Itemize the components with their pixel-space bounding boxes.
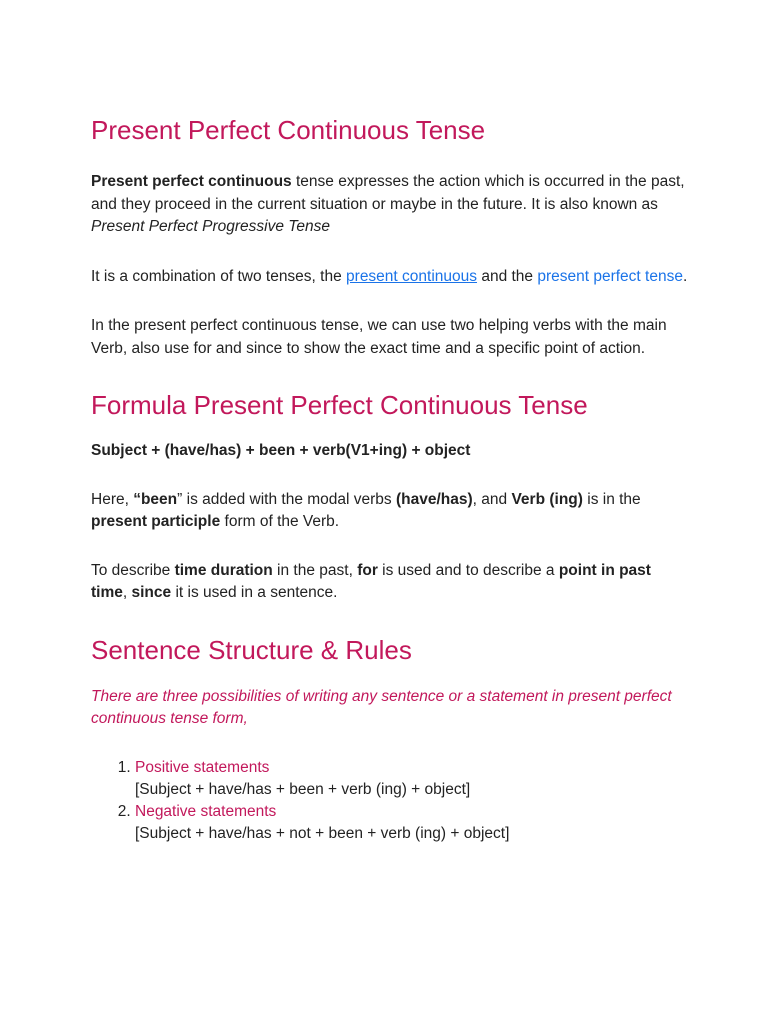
combination-text-after: . (682, 267, 688, 285)
rule-formula: [Subject + have/has + been + verb (ing) + object] (135, 780, 471, 798)
combination-paragraph (91, 266, 691, 289)
combination-text-before: It is a combination of two tenses, the (91, 267, 347, 285)
intro-bold-term: Present perfect continuous (91, 173, 292, 190)
here-paragraph (91, 489, 691, 534)
describe-bold-for: for (357, 561, 378, 579)
here-text-4: is in the (582, 490, 641, 508)
describe-paragraph (91, 560, 691, 605)
here-text-1: Here, (91, 490, 134, 508)
here-bold-been: “been (133, 490, 178, 508)
intro-text: tense expresses the action which is occurred in the past, and they proceed in the current situation or maybe in the future. It is also known as (91, 173, 685, 213)
here-bold-have-has: (have/has) (396, 490, 473, 508)
helping-verbs-paragraph: In the present perfect continuous tense, we can use two helping verbs with the main Verb, also use for and since to show the exact time and a specific point of action. (91, 317, 667, 357)
rule-formula: [Subject + have/has + not + been + verb (ing) + object] (135, 824, 510, 842)
rule-title: 2. Negative statements (135, 802, 277, 820)
page-title: Present Perfect Continuous Tense (91, 115, 486, 145)
list-item (135, 801, 691, 845)
here-text-5: form of the Verb. (220, 513, 340, 530)
intro-paragraph (91, 171, 691, 239)
rules-list (91, 757, 691, 845)
here-bold-verb-ing: Verb (ing) (511, 490, 583, 508)
formula-paragraph (91, 440, 691, 463)
here-bold-present-participle: present participle (91, 513, 221, 530)
here-text-3: , and (472, 490, 512, 508)
here-text-2: ” is added with the modal verbs (177, 490, 396, 508)
describe-text-4: , (122, 584, 132, 601)
intro-italic-term: Present Perfect Progressive Tense (91, 218, 330, 235)
combination-text-middle: and the (477, 267, 538, 285)
describe-text-1: To describe (91, 561, 175, 579)
present-continuous-link[interactable]: present continuous (346, 267, 478, 285)
describe-text-3: is used and to describe a (377, 561, 559, 579)
structure-heading: Sentence Structure & Rules (91, 634, 412, 665)
describe-text-5: it is used in a sentence. (171, 584, 338, 601)
describe-bold-time-duration: time duration (174, 561, 273, 579)
possibilities-paragraph: There are three possibilities of writing any sentence or a statement in present perfect continuous tense form, (91, 687, 672, 727)
describe-bold-since: since (131, 584, 172, 601)
present-perfect-tense-link[interactable]: present perfect tense (537, 267, 683, 285)
rule-title: 1. Positive statements (135, 758, 270, 776)
formula-heading: Formula Present Perfect Continuous Tense (91, 390, 588, 420)
describe-text-2: in the past, (272, 561, 358, 579)
document-content (91, 112, 691, 845)
describe-bold-point-in-past-time: point in past time (91, 561, 651, 601)
formula-text: Subject + (have/has) + been + verb(V1+ing) + object (91, 442, 471, 459)
list-item (135, 757, 691, 801)
